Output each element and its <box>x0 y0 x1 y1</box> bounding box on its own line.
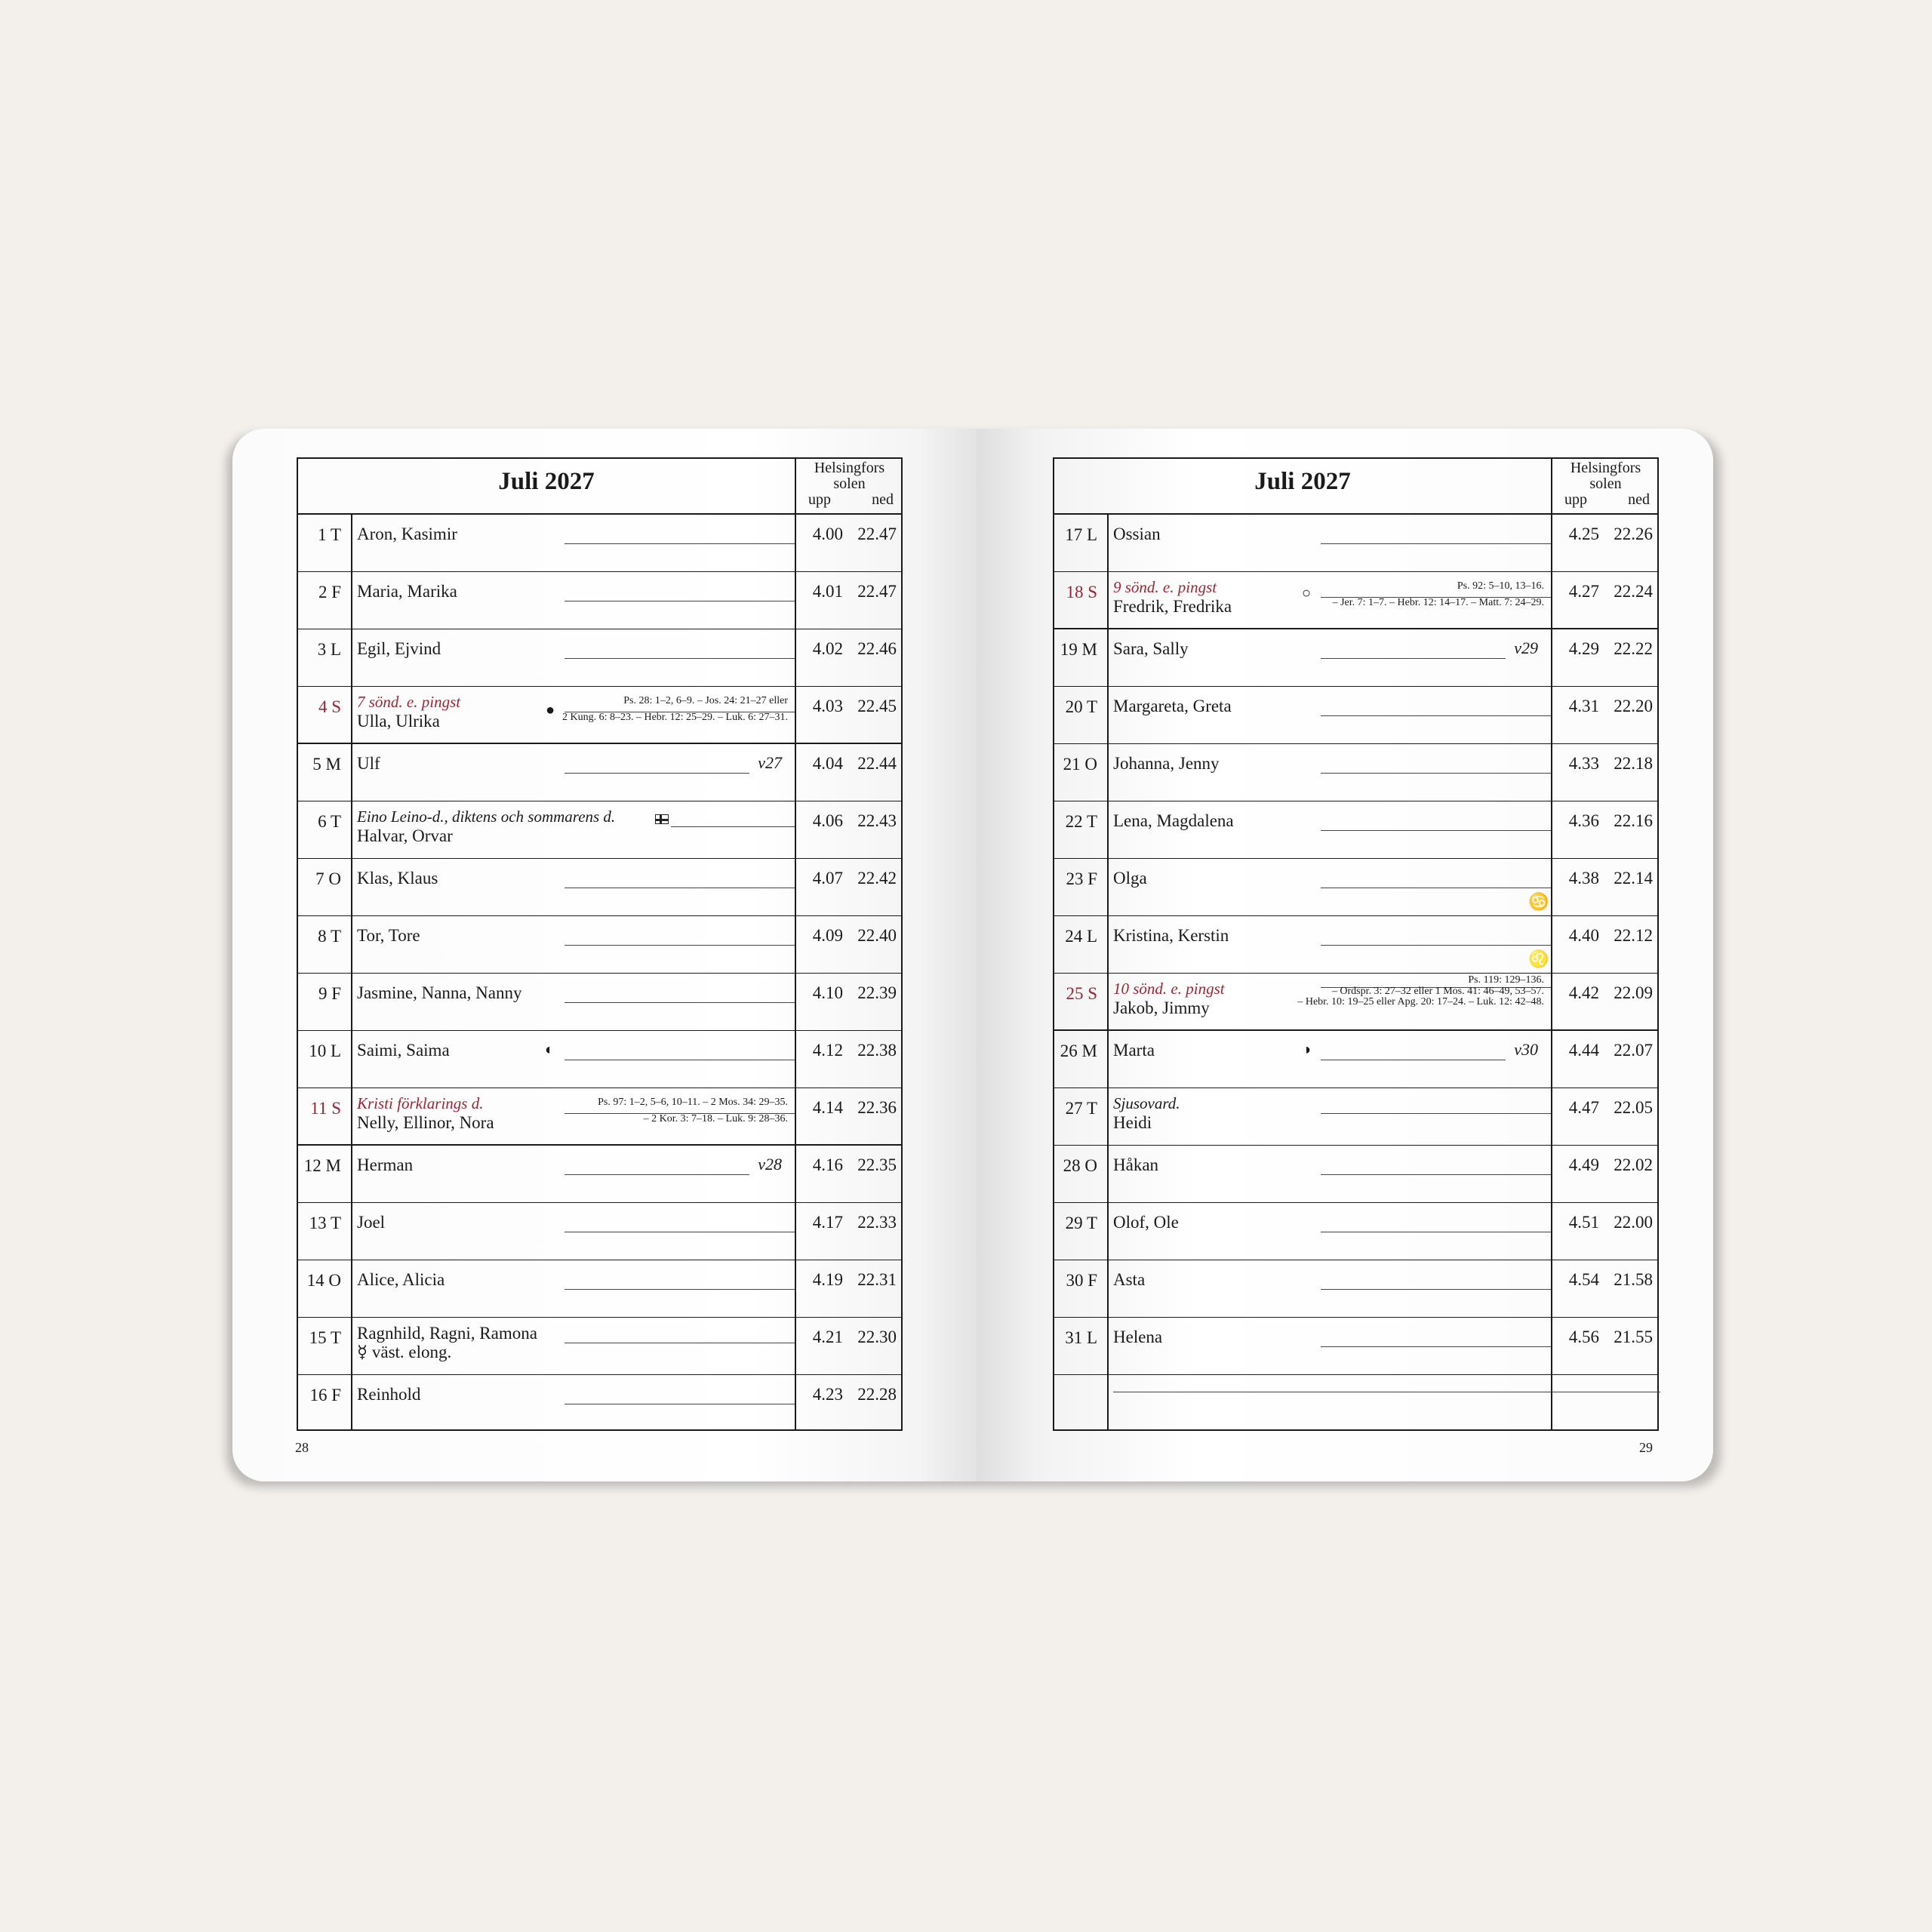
day-label: 14 O <box>306 1271 341 1290</box>
day-row <box>298 1318 901 1375</box>
sunset-time: 22.47 <box>857 582 897 601</box>
day-label: 4 S <box>314 697 341 716</box>
cancer-icon: ♋ <box>1528 892 1549 911</box>
name-day: Maria, Marika <box>357 582 457 601</box>
sunset-time: 22.39 <box>857 983 897 1002</box>
reading-line: – 2 Kor. 3: 7–18. – Luk. 9: 28–36. <box>643 1113 788 1124</box>
name-day: Herman <box>357 1155 414 1174</box>
day-label: 19 M <box>1060 640 1097 659</box>
name-day: Marta <box>1113 1041 1155 1060</box>
calendar-header <box>298 459 901 515</box>
sunrise-time: 4.12 <box>812 1041 843 1060</box>
day-label: 1 T <box>313 525 341 544</box>
day-label: 30 F <box>1066 1271 1097 1290</box>
sunrise-time: 4.06 <box>812 811 843 830</box>
month-title: Juli 2027 <box>1254 468 1351 495</box>
bible-readings <box>598 1094 788 1128</box>
sunrise-time: 4.31 <box>1568 697 1599 715</box>
name-day: Alice, Alicia <box>357 1270 445 1289</box>
name-day: Saimi, Saima <box>357 1041 450 1060</box>
sunset-time: 22.02 <box>1614 1155 1653 1174</box>
sunrise-time: 4.36 <box>1568 811 1599 830</box>
name-day-names: Ulla, Ulrika <box>357 712 440 731</box>
sunrise-time: 4.33 <box>1568 754 1599 773</box>
sunset-time: 22.33 <box>857 1213 897 1232</box>
note-line <box>1321 543 1551 544</box>
day-row <box>1054 629 1657 687</box>
sunset-time: 22.09 <box>1614 983 1653 1002</box>
day-label: 12 M <box>303 1156 341 1175</box>
empty-row <box>1054 1375 1657 1432</box>
sunset-label: ned <box>872 491 894 508</box>
sunrise-time: 4.54 <box>1568 1270 1599 1289</box>
sunset-time: 22.00 <box>1614 1213 1653 1232</box>
name-day-names: Fredrik, Fredrika <box>1113 597 1232 616</box>
sun-label: solen <box>1589 475 1622 492</box>
sunset-time: 22.47 <box>857 525 897 543</box>
day-row <box>1054 1031 1657 1088</box>
reading-line: Ps. 119: 129–136. <box>1468 974 1544 986</box>
day-row <box>298 629 901 687</box>
holiday-name: Kristi förklarings d. <box>357 1094 484 1112</box>
day-row <box>1054 1203 1657 1260</box>
sunset-time: 22.46 <box>857 639 897 658</box>
reading-line: – Jer. 7: 1–7. – Hebr. 12: 14–17. – Matt. 7: 24–29. <box>1332 597 1544 608</box>
sunrise-time: 4.47 <box>1568 1098 1599 1117</box>
sunset-time: 22.18 <box>1614 754 1653 773</box>
name-day <box>357 693 460 731</box>
day-label: 22 T <box>1065 812 1097 831</box>
day-row <box>298 801 901 859</box>
name-day <box>1113 980 1225 1017</box>
day-row <box>1054 1088 1657 1146</box>
astro-event: ☿ väst. elong. <box>357 1343 452 1361</box>
sunset-time: 22.36 <box>857 1098 897 1117</box>
note-line <box>1321 945 1551 946</box>
day-label: 20 T <box>1065 697 1097 716</box>
sunset-time: 22.31 <box>857 1270 897 1289</box>
name-day: Helena <box>1113 1327 1163 1346</box>
flag-day-name: Eino Leino-d., diktens och sommarens d. <box>357 808 616 826</box>
day-label: 26 M <box>1060 1041 1097 1060</box>
day-row <box>298 1260 901 1318</box>
day-label: 10 L <box>309 1041 341 1060</box>
week-number: v29 <box>1514 638 1538 657</box>
reading-line: Ps. 28: 1–2, 6–9. – Jos. 24: 21–27 eller <box>623 695 788 706</box>
name-day: Tor, Tore <box>357 926 420 945</box>
day-label: 23 F <box>1066 869 1097 888</box>
location-label: Helsingfors <box>1570 460 1641 476</box>
bible-readings <box>1333 578 1544 611</box>
day-label: 11 S <box>310 1099 341 1118</box>
note-line <box>1321 1174 1551 1175</box>
name-day: Håkan <box>1113 1155 1159 1174</box>
name-day-names: Halvar, Orvar <box>357 826 453 845</box>
day-label: 6 T <box>313 812 341 831</box>
sunrise-label: upp <box>808 491 831 508</box>
sunrise-time: 4.42 <box>1568 983 1599 1002</box>
sunrise-time: 4.04 <box>812 754 843 773</box>
name-day-names: Jakob, Jimmy <box>1113 998 1210 1017</box>
page-number: 29 <box>1639 1440 1653 1455</box>
name-day: Kristina, Kerstin <box>1113 926 1229 945</box>
sunset-time: 22.35 <box>857 1155 897 1174</box>
name-day: Asta <box>1113 1270 1146 1289</box>
day-label: 24 L <box>1065 927 1097 946</box>
day-label: 31 L <box>1065 1328 1097 1347</box>
right-page <box>977 429 1713 1481</box>
reading-line: Ps. 92: 5–10, 13–16. <box>1457 580 1544 592</box>
sunrise-time: 4.25 <box>1568 525 1599 543</box>
day-row <box>298 916 901 974</box>
holiday-name: 10 sönd. e. pingst <box>1113 980 1225 998</box>
day-row <box>1054 744 1657 801</box>
day-label: 3 L <box>312 640 341 659</box>
reading-line: – Ordspr. 3: 27–32 eller 1 Mos. 41: 46–49, 53–57. <box>1331 985 1544 997</box>
name-day: Klas, Klaus <box>357 869 438 888</box>
sunset-time: 22.14 <box>1614 869 1653 888</box>
day-label: 27 T <box>1065 1099 1097 1118</box>
sunrise-time: 4.14 <box>812 1098 843 1117</box>
note-line <box>565 1002 795 1003</box>
finnish-flag-icon <box>655 814 669 824</box>
sunrise-time: 4.49 <box>1568 1155 1599 1174</box>
sunset-time: 22.12 <box>1614 926 1653 945</box>
sunset-time: 22.44 <box>857 754 897 773</box>
note-line <box>1321 1113 1551 1114</box>
reading-line: Ps. 97: 1–2, 5–6, 10–11. – 2 Mos. 34: 29–35. <box>598 1097 788 1108</box>
note-line <box>565 1174 749 1175</box>
day-row <box>1054 974 1657 1031</box>
sunrise-time: 4.03 <box>812 697 843 715</box>
name-day: Olga <box>1113 869 1147 888</box>
note-line <box>1321 1346 1551 1347</box>
note-line <box>565 543 795 544</box>
sunrise-label: upp <box>1564 491 1587 508</box>
full-moon-icon: ○ <box>1302 585 1312 601</box>
calendar-header <box>1054 459 1657 515</box>
day-row <box>1054 515 1657 572</box>
sunset-time: 21.58 <box>1614 1270 1653 1289</box>
sunrise-time: 4.10 <box>812 983 843 1002</box>
day-row <box>1054 859 1657 916</box>
sunrise-time: 4.17 <box>812 1213 843 1232</box>
name-day: Johanna, Jenny <box>1113 754 1220 773</box>
new-moon-icon: ● <box>546 702 555 718</box>
day-label: 13 T <box>309 1214 341 1232</box>
day-row <box>298 1146 901 1203</box>
sunset-time: 22.20 <box>1614 697 1653 715</box>
sunrise-time: 4.19 <box>812 1270 843 1289</box>
left-page <box>232 429 977 1481</box>
sunrise-time: 4.02 <box>812 639 843 658</box>
day-label: 29 T <box>1065 1214 1097 1232</box>
day-row <box>1054 1318 1657 1375</box>
day-label: 16 F <box>309 1386 341 1404</box>
sunset-time: 22.26 <box>1614 525 1653 543</box>
sunrise-time: 4.21 <box>812 1327 843 1346</box>
sunset-time: 22.43 <box>857 811 897 830</box>
name-day: Sara, Sally <box>1113 639 1189 658</box>
note-line <box>1321 773 1551 774</box>
location-label: Helsingfors <box>814 460 885 476</box>
note-line <box>565 773 749 774</box>
sun-label: solen <box>833 475 866 492</box>
day-row <box>298 687 901 744</box>
sunrise-time: 4.00 <box>812 525 843 543</box>
name-day-names: Heidi <box>1113 1113 1152 1132</box>
leo-icon: ♌ <box>1528 949 1549 968</box>
day-label: 15 T <box>309 1328 341 1347</box>
note-line <box>1321 830 1551 831</box>
day-row <box>298 1088 901 1146</box>
name-day: Margareta, Greta <box>1113 697 1232 715</box>
sunset-time: 22.30 <box>857 1327 897 1346</box>
name-day: Joel <box>357 1213 386 1232</box>
name-day <box>1113 1094 1180 1132</box>
holiday-name: 9 sönd. e. pingst <box>1113 578 1217 596</box>
reading-line: 2 Kung. 6: 8–23. – Hebr. 12: 25–29. – Luk. 6: 27–31. <box>561 712 788 723</box>
week-number: v30 <box>1514 1040 1538 1059</box>
day-label: 7 O <box>311 869 341 888</box>
name-day: Reinhold <box>357 1385 421 1404</box>
bible-readings <box>1297 975 1544 1008</box>
sunrise-time: 4.51 <box>1568 1213 1599 1232</box>
name-day: Egil, Ejvind <box>357 639 441 658</box>
day-row <box>1054 916 1657 974</box>
day-row <box>1054 801 1657 859</box>
sunset-label: ned <box>1628 491 1650 508</box>
name-day: Jasmine, Nanna, Nanny <box>357 983 522 1002</box>
note-line <box>565 658 795 659</box>
sunset-time: 22.22 <box>1614 639 1653 658</box>
day-row <box>1054 1146 1657 1203</box>
day-label: 8 T <box>313 927 341 946</box>
sun-header <box>795 460 904 508</box>
sunrise-time: 4.16 <box>812 1155 843 1174</box>
note-line <box>565 945 795 946</box>
name-day-names: Ragnhild, Ragni, Ramona <box>357 1324 537 1343</box>
day-row <box>298 974 901 1031</box>
sunrise-time: 4.56 <box>1568 1327 1599 1346</box>
name-day: Olof, Ole <box>1113 1213 1179 1232</box>
bible-readings <box>562 693 788 726</box>
special-day-name: Sjusovard. <box>1113 1094 1180 1112</box>
sunrise-time: 4.40 <box>1568 926 1599 945</box>
name-day: Lena, Magdalena <box>1113 811 1234 830</box>
day-row <box>298 859 901 916</box>
day-row <box>1054 1260 1657 1318</box>
sunset-time: 22.05 <box>1614 1098 1653 1117</box>
week-number: v27 <box>758 753 782 772</box>
sun-header <box>1551 460 1660 508</box>
name-day: Aron, Kasimir <box>357 525 457 543</box>
sunrise-time: 4.09 <box>812 926 843 945</box>
day-label: 9 F <box>314 984 341 1003</box>
name-day: Ossian <box>1113 525 1161 543</box>
note-line <box>1321 1289 1551 1290</box>
day-label: 17 L <box>1065 525 1097 544</box>
calendar-table-left <box>297 457 903 1431</box>
note-line <box>671 826 795 827</box>
sunrise-time: 4.38 <box>1568 869 1599 888</box>
holiday-name: 7 sönd. e. pingst <box>357 693 461 711</box>
day-label: 21 O <box>1063 755 1097 774</box>
name-day-names: Nelly, Ellinor, Nora <box>357 1113 494 1132</box>
last-quarter-moon-icon: ◑ <box>1302 1041 1312 1058</box>
page-number: 28 <box>295 1440 309 1455</box>
day-row <box>298 1203 901 1260</box>
name-day <box>357 808 615 845</box>
sunrise-time: 4.23 <box>812 1385 843 1404</box>
day-row <box>298 1031 901 1088</box>
day-row <box>298 1375 901 1432</box>
day-row <box>298 744 901 801</box>
day-label: 25 S <box>1066 984 1097 1003</box>
sunset-time: 22.07 <box>1614 1041 1653 1060</box>
day-row <box>1054 572 1657 629</box>
note-line <box>1321 658 1506 659</box>
day-row <box>298 572 901 629</box>
day-label: 28 O <box>1063 1156 1097 1175</box>
name-day <box>357 1094 494 1132</box>
sunset-time: 22.40 <box>857 926 897 945</box>
sunset-time: 22.45 <box>857 697 897 715</box>
sunrise-time: 4.44 <box>1568 1041 1599 1060</box>
sunset-time: 22.16 <box>1614 811 1653 830</box>
day-row <box>1054 687 1657 744</box>
sunset-time: 21.55 <box>1614 1327 1653 1346</box>
day-label: 2 F <box>314 583 341 601</box>
note-line <box>565 1289 795 1290</box>
week-number: v28 <box>758 1155 782 1174</box>
sunset-time: 22.42 <box>857 869 897 888</box>
name-day <box>1113 578 1232 616</box>
sunrise-time: 4.27 <box>1568 582 1599 601</box>
sunset-time: 22.24 <box>1614 582 1653 601</box>
sunset-time: 22.28 <box>857 1385 897 1404</box>
first-quarter-moon-icon: ◐ <box>545 1041 555 1058</box>
day-label: 18 S <box>1066 583 1097 601</box>
calendar-table-right <box>1053 457 1659 1431</box>
sunset-time: 22.38 <box>857 1041 897 1060</box>
month-title: Juli 2027 <box>498 468 595 495</box>
day-row <box>298 515 901 572</box>
sunrise-time: 4.07 <box>812 869 843 888</box>
name-day <box>357 1324 537 1361</box>
reading-line: – Hebr. 10: 19–25 eller Apg. 20: 17–24. – Luk. 12: 42–48. <box>1297 996 1544 1008</box>
sunrise-time: 4.01 <box>812 582 843 601</box>
sunrise-time: 4.29 <box>1568 639 1599 658</box>
name-day: Ulf <box>357 754 380 773</box>
day-label: 5 M <box>308 755 341 774</box>
note-line <box>1321 715 1551 716</box>
